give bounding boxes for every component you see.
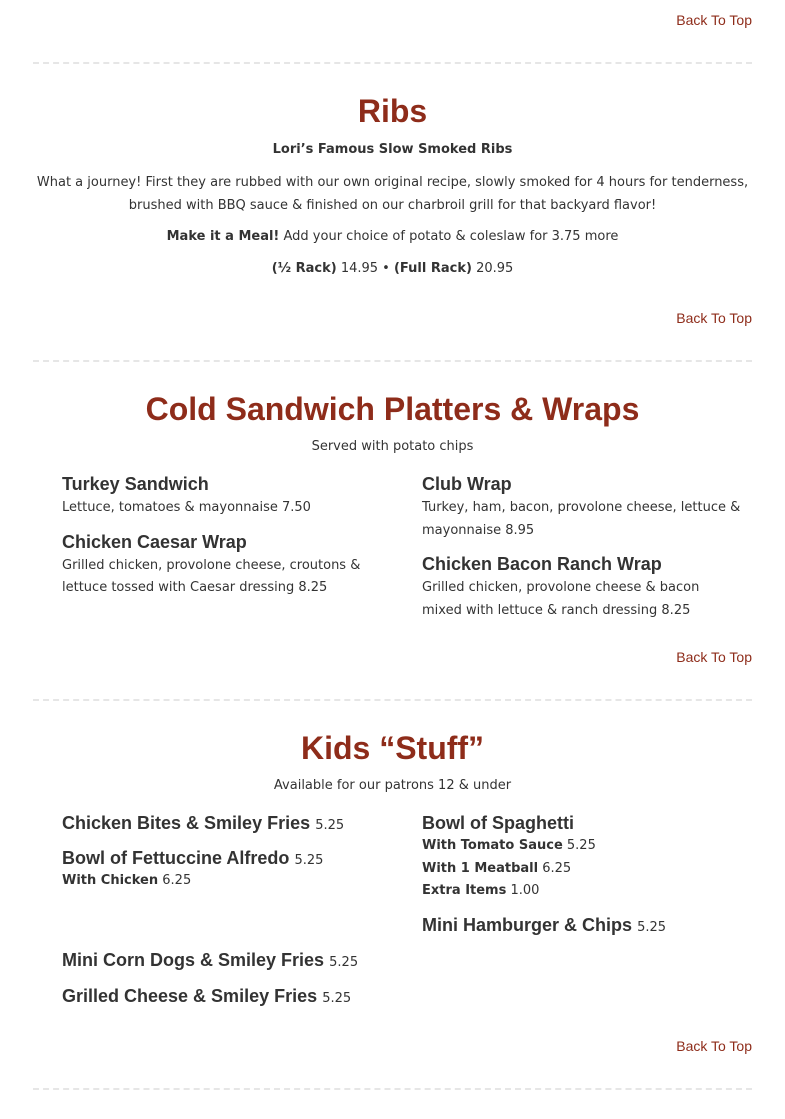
item-description: Lettuce, tomatoes & mayonnaise 7.50 bbox=[62, 500, 311, 515]
menu-item bbox=[62, 846, 382, 893]
section-divider bbox=[33, 62, 752, 64]
menu-item bbox=[62, 472, 382, 520]
ribs-subtitle: Lori’s Famous Slow Smoked Ribs bbox=[272, 142, 513, 157]
item-name: Chicken Bacon Ranch Wrap bbox=[422, 554, 662, 574]
option-price: 6.25 bbox=[162, 873, 192, 888]
meal-text: Add your choice of potato & coleslaw for 3.75 more bbox=[279, 229, 619, 244]
cold-subtitle: Served with potato chips bbox=[311, 439, 474, 454]
item-option bbox=[422, 835, 742, 858]
menu-item bbox=[62, 811, 382, 835]
item-name: Bowl of Spaghetti bbox=[422, 813, 574, 833]
item-price: 5.25 bbox=[322, 990, 352, 1006]
item-description: Grilled chicken, provolone cheese & bacon mixed with lettuce & ranch dressing 8.25 bbox=[422, 580, 700, 618]
back-to-top-link[interactable]: Back To Top bbox=[676, 310, 752, 326]
ribs-section bbox=[0, 92, 785, 280]
back-to-top-link[interactable]: Back To Top bbox=[676, 12, 752, 28]
item-name: Mini Corn Dogs & Smiley Fries bbox=[62, 949, 325, 970]
item-option bbox=[62, 870, 382, 893]
menu-item bbox=[62, 948, 382, 972]
half-rack-price: 14.95 • bbox=[336, 261, 394, 276]
ribs-price-line bbox=[0, 258, 785, 280]
item-name: Turkey Sandwich bbox=[62, 474, 209, 494]
menu-item bbox=[62, 984, 382, 1008]
back-to-top-link[interactable]: Back To Top bbox=[676, 1038, 752, 1054]
option-label: Extra Items bbox=[422, 883, 507, 898]
item-name: Chicken Bites & Smiley Fries bbox=[62, 813, 311, 833]
cold-sandwich-section bbox=[0, 390, 785, 632]
menu-item bbox=[422, 552, 742, 622]
option-price: 5.25 bbox=[566, 838, 596, 853]
item-price: 5.25 bbox=[315, 818, 345, 833]
kids-subtitle: Available for our patrons 12 & under bbox=[273, 778, 512, 793]
item-option bbox=[422, 880, 742, 903]
item-price: 5.25 bbox=[329, 954, 359, 970]
section-divider bbox=[33, 699, 752, 701]
item-name: Mini Hamburger & Chips bbox=[422, 914, 633, 935]
menu-item bbox=[62, 530, 382, 600]
item-name: Grilled Cheese & Smiley Fries bbox=[62, 985, 318, 1006]
ribs-meal-line bbox=[0, 226, 785, 248]
ribs-description: What a journey! First they are rubbed with our own original recipe, slowly smoked for 4 hours for tenderness, brushed with BBQ sauce & finished on our charbroil grill for that backyard flavor! bbox=[36, 175, 749, 213]
menu-item bbox=[422, 811, 742, 903]
item-option bbox=[422, 858, 742, 881]
section-divider bbox=[33, 1088, 752, 1090]
menu-item bbox=[422, 472, 742, 542]
item-name: Club Wrap bbox=[422, 474, 512, 494]
meal-label: Make it a Meal! bbox=[166, 229, 280, 244]
full-rack-label: (Full Rack) bbox=[393, 261, 472, 276]
section-divider bbox=[33, 360, 752, 362]
section-title-cold-sandwich: Cold Sandwich Platters & Wraps bbox=[145, 391, 640, 427]
item-price: 5.25 bbox=[294, 853, 324, 868]
item-price: 5.25 bbox=[637, 919, 667, 935]
full-rack-price: 20.95 bbox=[471, 261, 514, 276]
half-rack-label: (½ Rack) bbox=[271, 261, 337, 276]
section-title-ribs: Ribs bbox=[357, 93, 428, 129]
option-label: With Chicken bbox=[62, 873, 159, 888]
item-name: Bowl of Fettuccine Alfredo bbox=[62, 848, 290, 868]
item-description: Grilled chicken, provolone cheese, croutons & lettuce tossed with Caesar dressing 8.25 bbox=[62, 557, 361, 595]
option-label: With 1 Meatball bbox=[422, 860, 539, 876]
option-label: With Tomato Sauce bbox=[422, 838, 563, 853]
menu-item bbox=[422, 913, 742, 937]
kids-section bbox=[0, 729, 785, 1011]
item-name: Chicken Caesar Wrap bbox=[62, 531, 247, 552]
back-to-top-link[interactable]: Back To Top bbox=[676, 649, 752, 665]
option-price: 6.25 bbox=[542, 860, 572, 876]
section-title-kids: Kids “Stuff” bbox=[300, 730, 485, 766]
item-description: Turkey, ham, bacon, provolone cheese, lettuce & mayonnaise 8.95 bbox=[422, 500, 741, 538]
option-price: 1.00 bbox=[510, 883, 540, 898]
